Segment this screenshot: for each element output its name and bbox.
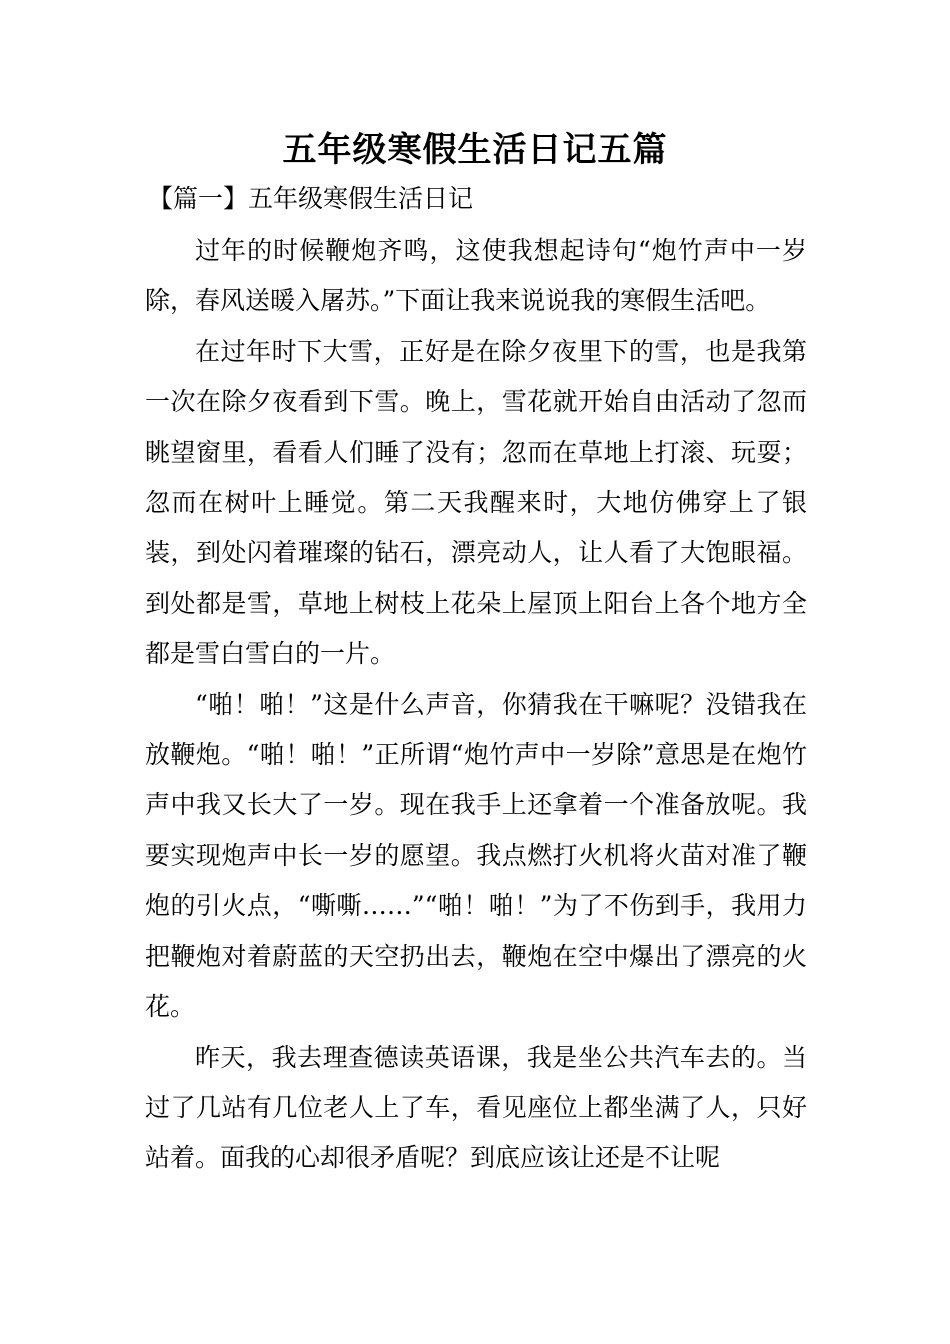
- paragraph: “啪！啪！”这是什么声音，你猜我在干嘛呢？没错我在放鞭炮。“啪！啪！”正所谓“炮竹声中一岁除”意思是在炮竹声中我又长大了一岁。现在我手上还拿着一个准备放呢。我要实现炮声中长一岁的愿望。我点燃打火机将火苗对准了鞭炮的引火点，“嘶嘶……”“啪！啪！”为了不伤到手，我用力把鞭炮对着蔚蓝的天空扔出去，鞭炮在空中爆出了漂亮的火花。: [145, 689, 807, 1022]
- document-title: 五年级寒假生活日记五篇: [282, 130, 668, 170]
- section-heading: 【篇一】五年级寒假生活日记: [148, 184, 474, 213]
- paragraph: 过年的时候鞭炮齐鸣，这使我想起诗句“炮竹声中一岁除，春风送暖入屠苏。”下面让我来说说我的寒假生活吧。: [145, 236, 807, 316]
- paragraph: 在过年时下大雪，正好是在除夕夜里下的雪，也是我第一次在除夕夜看到下雪。晚上，雪花就开始自由活动了忽而眺望窗里，看看人们睡了没有；忽而在草地上打滚、玩耍；忽而在树叶上睡觉。第二天我醒来时，大地仿佛穿上了银装，到处闪着璀璨的钻石，漂亮动人，让人看了大饱眼福。到处都是雪，草地上树枝上花朵上屋顶上阳台上各个地方全都是雪白雪白的一片。: [145, 336, 807, 669]
- paragraph: 昨天，我去理查德读英语课，我是坐公共汽车去的。当过了几站有几位老人上了车，看见座位上都坐满了人，只好站着。面我的心却很矛盾呢？到底应该让还是不让呢: [145, 1042, 807, 1173]
- diary-body: [145, 226, 807, 1184]
